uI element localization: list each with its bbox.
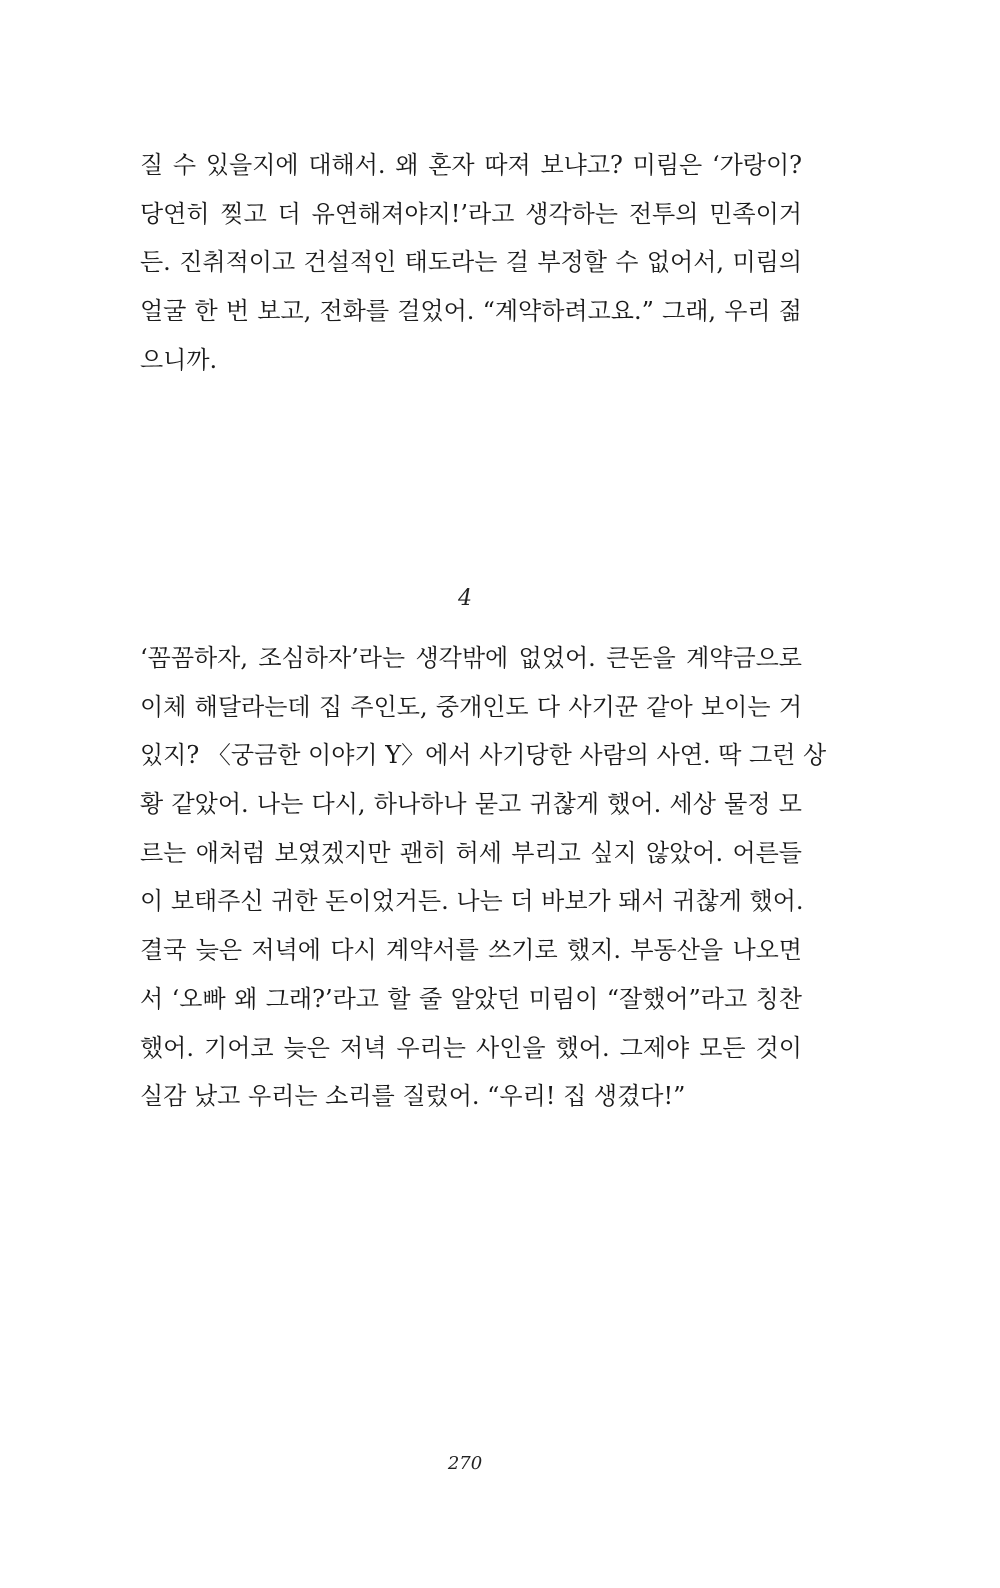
- paragraph-1: [140, 141, 802, 384]
- text-line: 황 같았어. 나는 다시, 하나하나 묻고 귀찮게 했어. 세상 물정 모: [140, 790, 802, 819]
- text-line: 실감 났고 우리는 소리를 질렀어. “우리! 집 생겼다!”: [140, 1082, 686, 1111]
- text-line: 서 ‘오빠 왜 그래?’라고 할 줄 알았던 미림이 “잘했어”라고 칭찬: [140, 984, 802, 1013]
- text-line: 했어. 기어코 늦은 저녁 우리는 사인을 했어. 그제야 모든 것이: [140, 1033, 802, 1062]
- text-line: ‘꼼꼼하자, 조심하자’라는 생각밖에 없었어. 큰돈을 계약금으로: [140, 644, 802, 672]
- paragraph-2: [140, 634, 827, 1121]
- text-line: 결국 늦은 저녁에 다시 계약서를 쓰기로 했지. 부동산을 나오면: [140, 936, 802, 965]
- text-line: 당연히 찢고 더 유연해져야지!’라고 생각하는 전투의 민족이거: [140, 199, 802, 228]
- text-line: 이체 해달라는데 집 주인도, 중개인도 다 사기꾼 같아 보이는 거: [140, 692, 802, 721]
- text-line: 얼굴 한 번 보고, 전화를 걸었어. “계약하려고요.” 그래, 우리 젊: [140, 297, 802, 326]
- text-line: 든. 진취적이고 건설적인 태도라는 걸 부정할 수 없어서, 미림의: [140, 248, 802, 277]
- section-number: 4: [458, 586, 472, 611]
- text-line: 질 수 있을지에 대해서. 왜 혼자 따져 보냐고? 미림은 ‘가랑이?: [140, 151, 802, 179]
- text-line: 으니까.: [140, 345, 218, 374]
- text-line: 있지? 〈궁금한 이야기 Y〉에서 사기당한 사람의 사연. 딱 그런 상: [140, 741, 827, 770]
- text-line: 르는 애처럼 보였겠지만 괜히 허세 부리고 싶지 않았어. 어른들: [140, 838, 802, 867]
- text-line: 이 보태주신 귀한 돈이었거든. 나는 더 바보가 돼서 귀찮게 했어.: [140, 887, 804, 916]
- page-number: 270: [447, 1453, 483, 1474]
